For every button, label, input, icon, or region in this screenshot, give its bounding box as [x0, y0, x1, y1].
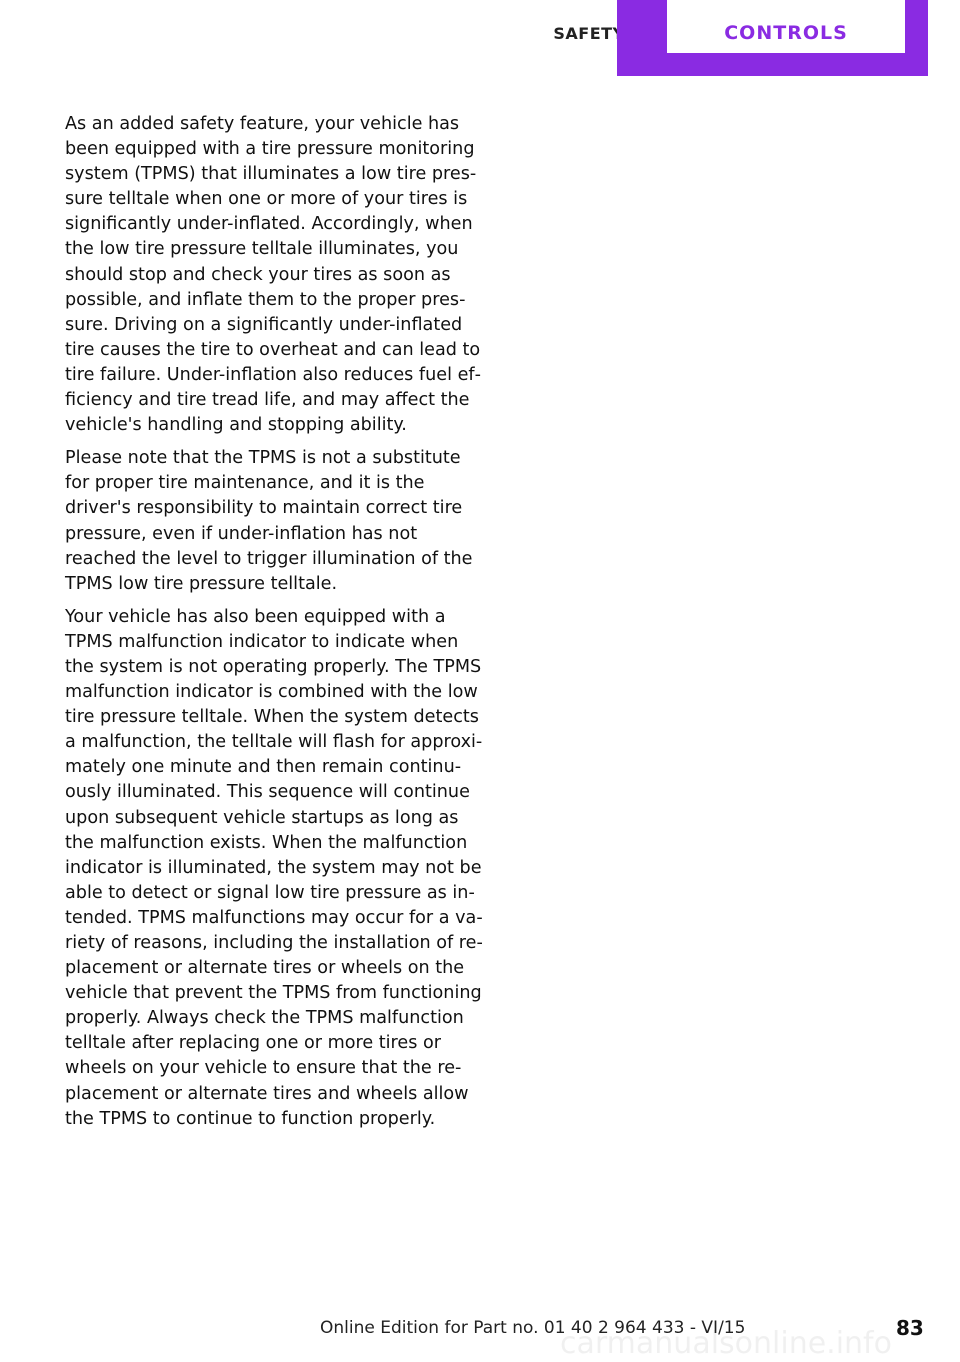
chapter-tab-label: CONTROLS: [724, 22, 848, 44]
footer-edition: Online Edition for Part no. 01 40 2 964 433 - VI/15: [320, 1318, 746, 1338]
section-title: SAFETY: [553, 24, 625, 43]
page-number: 83: [896, 1316, 924, 1340]
paragraph-tpms-maintenance: Please note that the TPMS is not a substitute for proper tire maintenance, and it is the driver's responsibility to maintain correct tire pressure, even if under-inflation has not reached the level to trigger illumination of the TPMS low tire pressure telltale.: [65, 448, 473, 594]
body-text: [65, 112, 483, 1140]
paragraph-tpms-overview: As an added safety feature, your vehicle has been equipped with a tire pressure monitoring system (TPMS) that illuminates a low tire pressure telltale when one or more of your tires is significantly under-inflated. Accordingly, when the low tire pressure telltale illuminates, you should stop and check your tires as soon as possible, and inflate them to the proper pressure. Driving on a significantly under-inflated tire causes the tire to overheat and can lead to tire failure. Under-inflation also reduces fuel efficiency and tire tread life, and may affect the vehicle's handling and stopping ability.: [65, 114, 481, 436]
paragraph-tpms-malfunction: Your vehicle has also been equipped with a TPMS malfunction indicator to indicate when the system is not operating properly. The TPMS malfunction indicator is combined with the low tire pressure telltale. When the system detects a malfunction, the telltale will flash for approximately one minute and then remain continuously illuminated. This sequence will continue upon subsequent vehicle startups as long as the malfunction exists. When the malfunction indicator is illuminated, the system may not be able to detect or signal low tire pressure as intended. TPMS malfunctions may occur for a variety of reasons, including the installation of replacement or alternate tires or wheels on the vehicle that prevent the TPMS from functioning properly. Always check the TPMS malfunction telltale after replacing one or more tires or wheels on your vehicle to ensure that the replacement or alternate tires and wheels allow the TPMS to continue to function properly.: [65, 606, 483, 1129]
watermark: carmanualsonline.info: [560, 1326, 892, 1361]
